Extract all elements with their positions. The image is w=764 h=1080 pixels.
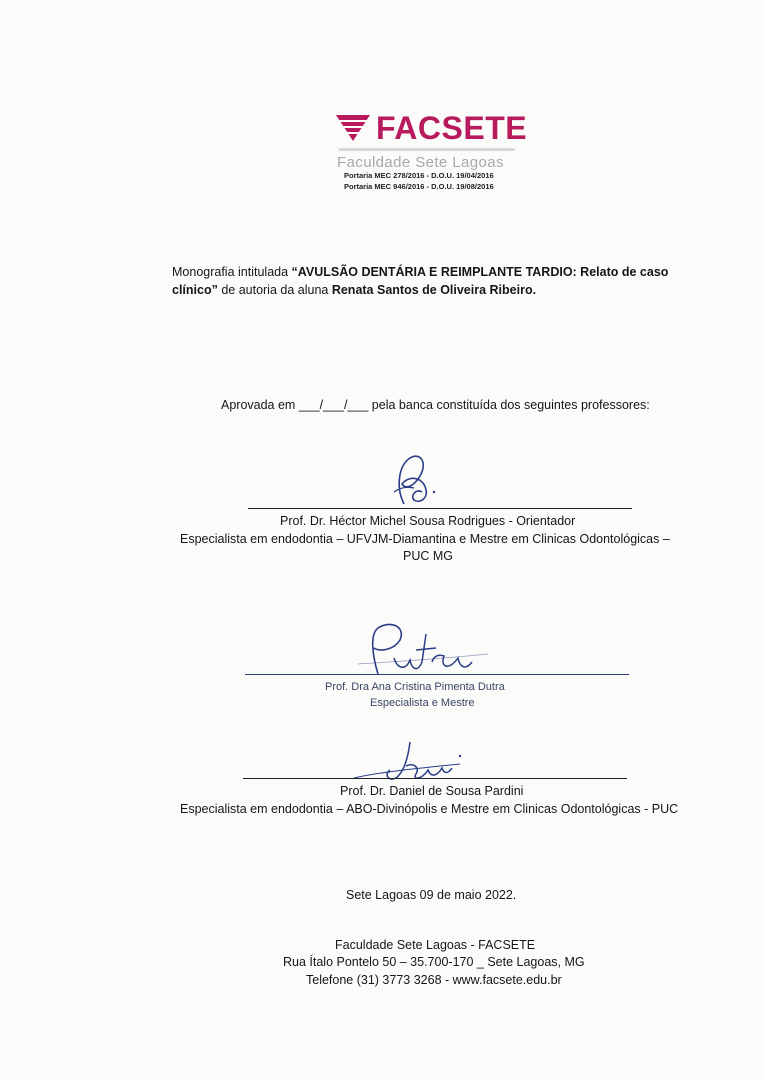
signature-line — [248, 508, 632, 509]
examiner-3-name: Prof. Dr. Daniel de Sousa Pardini — [340, 784, 524, 798]
signature-line — [245, 674, 629, 675]
examiner-1-role: Especialista em endodontia – UFVJM-Diamantina e Mestre em Clinicas Odontológicas – — [180, 532, 670, 546]
examiner-3-role: Especialista em endodontia – ABO-Divinópolis e Mestre em Clinicas Odontológicas - PUC — [180, 802, 679, 816]
facsete-triangle-icon — [334, 111, 372, 145]
signature-examiner-3 — [350, 738, 480, 788]
signature-orientador — [390, 448, 450, 512]
logo-name: FACSETE — [376, 110, 528, 146]
examiner-2-role: Especialista e Mestre — [370, 697, 475, 709]
monografia-title: “AVULSÃO DENTÁRIA E REIMPLANTE TARDIO: Relato de caso — [291, 265, 669, 279]
examiner-1-role-cont: PUC MG — [403, 549, 453, 563]
signature-line — [243, 778, 627, 779]
facsete-logo — [334, 110, 528, 200]
examiner-2-name: Prof. Dra Ana Cristina Pimenta Dutra — [325, 681, 505, 693]
portaria-line: Portaria MEC 278/2016 - D.O.U. 19/04/2016 — [344, 171, 494, 180]
logo-divider — [339, 148, 515, 151]
examiner-1-name: Prof. Dr. Héctor Michel Sousa Rodrigues - Orientador — [280, 514, 576, 528]
author-name: Renata Santos de Oliveira Ribeiro. — [331, 283, 537, 297]
portaria-line: Portaria MEC 946/2016 - D.O.U. 19/08/2016 — [344, 182, 494, 191]
approval-line: Aprovada em ___/___/___ pela banca constituída dos seguintes professores: — [221, 398, 650, 412]
logo-subtitle: Faculdade Sete Lagoas — [337, 154, 504, 171]
date-line: Sete Lagoas 09 de maio 2022. — [346, 888, 517, 902]
monografia-line-2: clínico” de autoria da aluna Renata Santos de Oliveira Ribeiro. — [172, 283, 537, 297]
monografia-line-1: Monografia intitulada “AVULSÃO DENTÁRIA E REIMPLANTE TARDIO: Relato de caso — [172, 265, 669, 279]
footer-contact: Telefone (31) 3773 3268 - www.facsete.edu.br — [306, 973, 562, 987]
footer-institution: Faculdade Sete Lagoas - FACSETE — [335, 938, 536, 952]
footer-address: Rua Ítalo Pontelo 50 – 35.700-170 _ Sete Lagoas, MG — [283, 955, 585, 969]
